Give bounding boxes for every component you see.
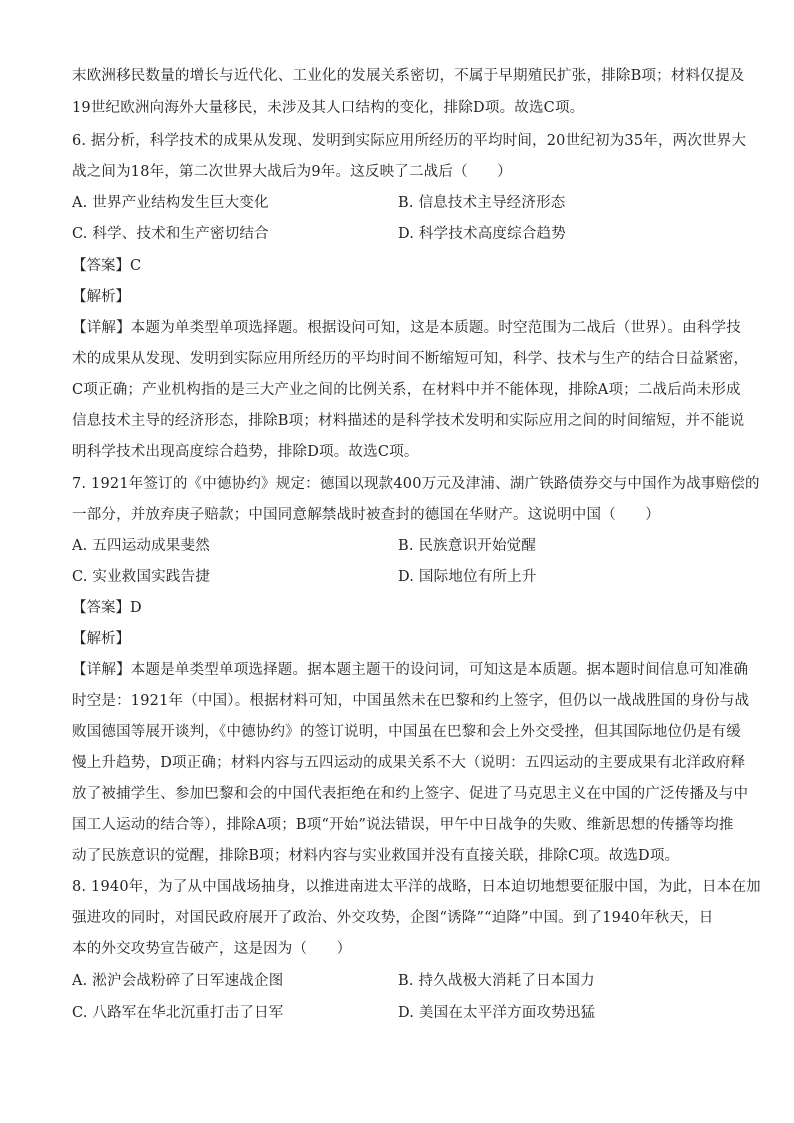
question-7-option-b: B. 民族意识开始觉醒	[398, 538, 537, 554]
question-8-option-a: A. 淞沪会战粉碎了日军速战企图	[72, 973, 284, 989]
question-8-option-b: B. 持久战极大消耗了日本国力	[398, 973, 595, 989]
question-6-detail-line-1: 【详解】本题为单类型单项选择题。根据设问可知，这是本质题。时空范围为二战后（世界）。由科学技	[72, 320, 741, 336]
question-7-stem-line-2: 一部分，并放弃庚子赔款；中国同意解禁战时被查封的德国在华财产。这说明中国（ ）	[72, 507, 660, 523]
question-7-detail-line-2: 时空是：1921年（中国）。根据材料可知，中国虽然未在巴黎和约上签字，但仍以一战战胜国的身份与战	[72, 693, 750, 709]
question-7-detail-line-7: 动了民族意识的觉醒，排除B项；材料内容与实业救国并没有直接关联，排除C项。故选D项。	[72, 848, 680, 864]
question-6-answer: 【答案】C	[72, 258, 142, 274]
question-8-stem-line-3: 本的外交攻势宣告破产，这是因为（ ）	[72, 941, 352, 957]
question-7-detail-line-6: 国工人运动的结合等），排除A项；B项“开始”说法错误，甲午中日战争的失败、维新思想的传播等均推	[72, 817, 734, 833]
question-6-detail-line-3: C项正确；产业机构指的是三大产业之间的比例关系，在材料中并不能体现，排除A项；二战后尚未形成	[72, 382, 741, 398]
question-7-detail-line-1: 【详解】本题是单类型单项选择题。据本题主题干的设问词，可知这是本质题。据本题时间信息可知准确	[72, 662, 749, 678]
question-7-answer: 【答案】D	[72, 600, 142, 616]
question-7-option-a: A. 五四运动成果斐然	[72, 538, 210, 554]
question-7-analysis-label: 【解析】	[72, 631, 130, 647]
question-7-detail-line-5: 放了被捕学生、参加巴黎和会的中国代表拒绝在和约上签字、促进了马克思主义在中国的广泛传播及与中	[72, 786, 749, 802]
question-6-option-d: D. 科学技术高度综合趋势	[398, 226, 566, 242]
question-6-option-c: C. 科学、技术和生产密切结合	[72, 226, 269, 242]
question-7-detail-line-4: 慢上升趋势，D项正确；材料内容与五四运动的成果关系不大（说明：五四运动的主要成果有北洋政府释	[72, 755, 746, 771]
question-6-option-b: B. 信息技术主导经济形态	[398, 195, 566, 211]
question-7-stem-line-1: 7. 1921年签订的《中德协约》规定：德国以现款400万元及津浦、湖广铁路债券交与中国作为战事赔偿的	[72, 476, 760, 492]
question-6-option-a: A. 世界产业结构发生巨大变化	[72, 195, 269, 211]
question-6-stem-line-2: 战之间为18年，第二次世界大战后为9年。这反映了二战后（ ）	[72, 164, 512, 180]
question-7-option-c: C. 实业救国实践告捷	[72, 569, 210, 585]
question-8-stem-line-2: 强进攻的同时，对国民政府展开了政治、外交攻势，企图“诱降”“迫降”中国。到了1940年秋天，日	[72, 910, 714, 926]
intro-line-1: 末欧洲移民数量的增长与近代化、工业化的发展关系密切，不属于早期殖民扩张，排除B项；材料仅提及	[72, 68, 745, 84]
intro-line-2: 19世纪欧洲向海外大量移民，未涉及其人口结构的变化，排除D项。故选C项。	[72, 100, 585, 116]
question-6-stem-line-1: 6. 据分析，科学技术的成果从发现、发明到实际应用所经历的平均时间，20世纪初为35年，两次世界大	[72, 133, 747, 149]
question-6-analysis-label: 【解析】	[72, 289, 130, 305]
question-6-detail-line-2: 术的成果从发现、发明到实际应用所经历的平均时间不断缩短可知，科学、技术与生产的结合日益紧密，	[72, 351, 749, 367]
question-8-option-c: C. 八路军在华北沉重打击了日军	[72, 1005, 284, 1021]
question-7-option-d: D. 国际地位有所上升	[398, 569, 537, 585]
question-8-option-d: D. 美国在太平洋方面攻势迅猛	[398, 1005, 596, 1021]
question-8-stem-line-1: 8. 1940年，为了从中国战场抽身，以推进南进太平洋的战略，日本迫切地想要征服中国，为此，日本在加	[72, 879, 761, 895]
question-7-detail-line-3: 败国德国等展开谈判，《中德协约》的签订说明，中国虽在巴黎和会上外交受挫，但其国际地位仍是有缓	[72, 724, 741, 740]
question-6-detail-line-4: 信息技术主导的经济形态，排除B项；材料描述的是科学技术发明和实际应用之间的时间缩短，并不能说	[72, 413, 745, 429]
question-6-detail-line-5: 明科学技术出现高度综合趋势，排除D项。故选C项。	[72, 444, 419, 460]
